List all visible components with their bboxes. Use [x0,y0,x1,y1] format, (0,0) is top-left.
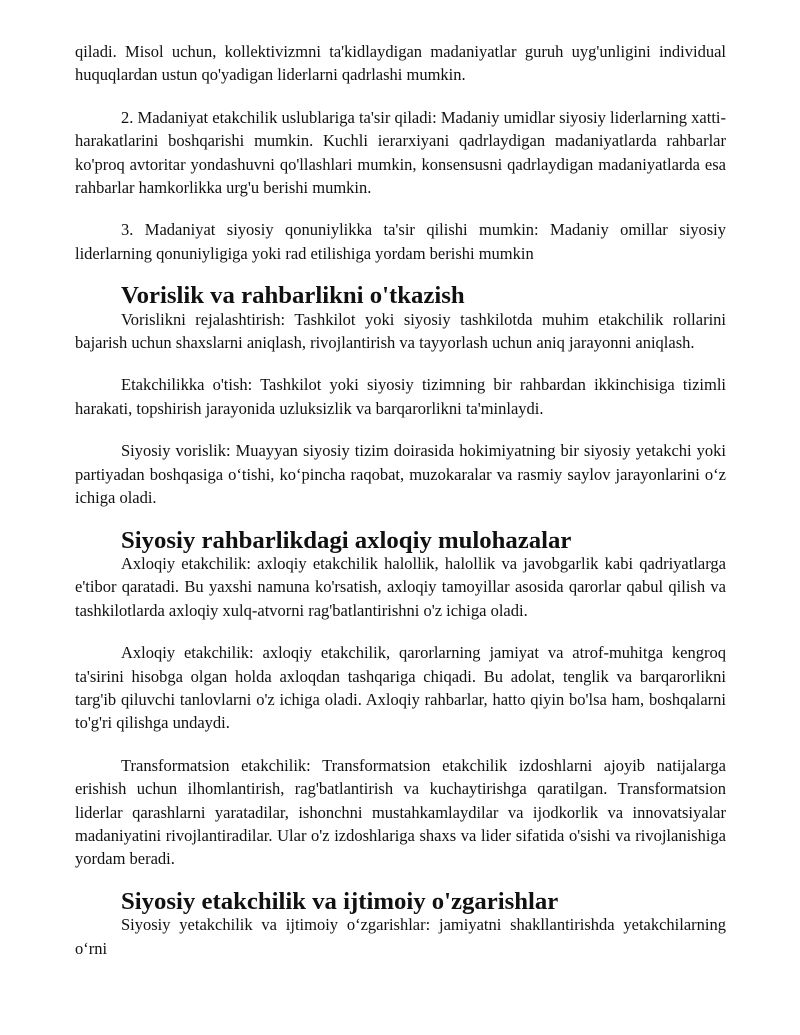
section-heading-ethical-considerations: Siyosiy rahbarlikdagi axloqiy mulohazalar [121,526,572,554]
paragraph-political-succession: Siyosiy vorislik: Muayyan siyosiy tizim doirasida hokimiyatning bir siyosiy yetakchi yoki partiyadan boshqasiga o‘tishi, ko‘pincha raqobat, muzokaralar va rasmiy saylov jarayonlarini o‘z ichiga oladi. [75,441,726,508]
paragraph-succession-planning: Vorislikni rejalashtirish: Tashkilot yoki siyosiy tashkilotda muhim etakchilik rollarini bajarish uchun shaxslarni aniqlash, rivojlantirish va tayyorlash uchun aniq jarayonni aniqlash. [75,309,726,353]
paragraph-leadership-transition: Etakchilikka o'tish: Tashkilot yoki siyosiy tizimning bir rahbardan ikkinchisiga tizimli harakati, topshirish jarayonida uzluksizlik va barqarorlikni ta'minlaydi. [75,375,726,418]
paragraph-ethical-leadership-1: Axloqiy etakchilik: axloqiy etakchilik halollik, halollik va javobgarlik kabi qadriyatlarga e'tibor qaratadi. Bu yaxshi namuna ko'rsatish, axloqiy tamoyillar asosida qarorlar qabul qilish va tashkilotlarda axloqiy xulq-atvorni rag'batlantirishni o'z ichiga oladi. [75,553,726,620]
document-page [75,40,726,960]
paragraph-culture-leadership-styles: 2. Madaniyat etakchilik uslublariga ta'sir qiladi: Madaniy umidlar siyosiy liderlarning xatti-harakatlarini boshqarishi mumkin. Kuchli ierarxiyani qadrlaydigan madaniyatlarda rahbarlar ko'proq avtoritar yondashuvni qo'llashlari mumkin, konsensusni qadrlaydigan madaniyatlarda esa rahbarlar hamkorlikka urg'u berishi mumkin. [75,107,726,198]
paragraph-social-change: Siyosiy yetakchilik va ijtimoiy o‘zgarishlar: jamiyatni shakllantirishda yetakchilarning o‘rni [75,915,726,958]
paragraph-intro-continuation: qiladi. Misol uchun, kollektivizmni ta'kidlaydigan madaniyatlar guruh uyg'unligini individual huquqlardan ustun qo'yadigan liderlarni qadrlashi mumkin. [75,42,726,85]
section-heading-social-change: Siyosiy etakchilik va ijtimoiy o'zgarishlar [121,887,559,915]
paragraph-transformational-leadership: Transformatsion etakchilik: Transformatsion etakchilik izdoshlarni ajoyib natijalarga erishish uchun ilhomlantirish, rag'batlantirish va kuchaytirishga qaratilgan. Transformatsion liderlar qarashlarni yaratadilar, ishonchni mustahkamlaydilar va ijodkorlik va innovatsiyalar madaniyatini rivojlantiradilar. Ular o'z izdoshlariga shaxs va lider sifatida o'sishi va rivojlanishiga yordam beradi. [75,755,726,869]
paragraph-ethical-leadership-2: Axloqiy etakchilik: axloqiy etakchilik, qarorlarning jamiyat va atrof-muhitga kengroq ta'sirini hisobga olgan holda axloqdan tashqariga chiqadi. Bu adolat, tenglik va barqarorlikni targ'ib qiluvchi tanlovlarni o'z ichiga oladi. Axloqiy rahbarlar, hatto qiyin bo'lsa ham, boshqalarni to'g'ri qilishga undaydi. [75,643,726,733]
paragraph-culture-legitimacy: 3. Madaniyat siyosiy qonuniylikka ta'sir qilishi mumkin: Madaniy omillar siyosiy liderlarning qonuniyligiga yoki rad etilishiga yordam berishi mumkin [75,220,726,263]
section-heading-succession: Vorislik va rahbarlikni o'tkazish [121,282,465,310]
